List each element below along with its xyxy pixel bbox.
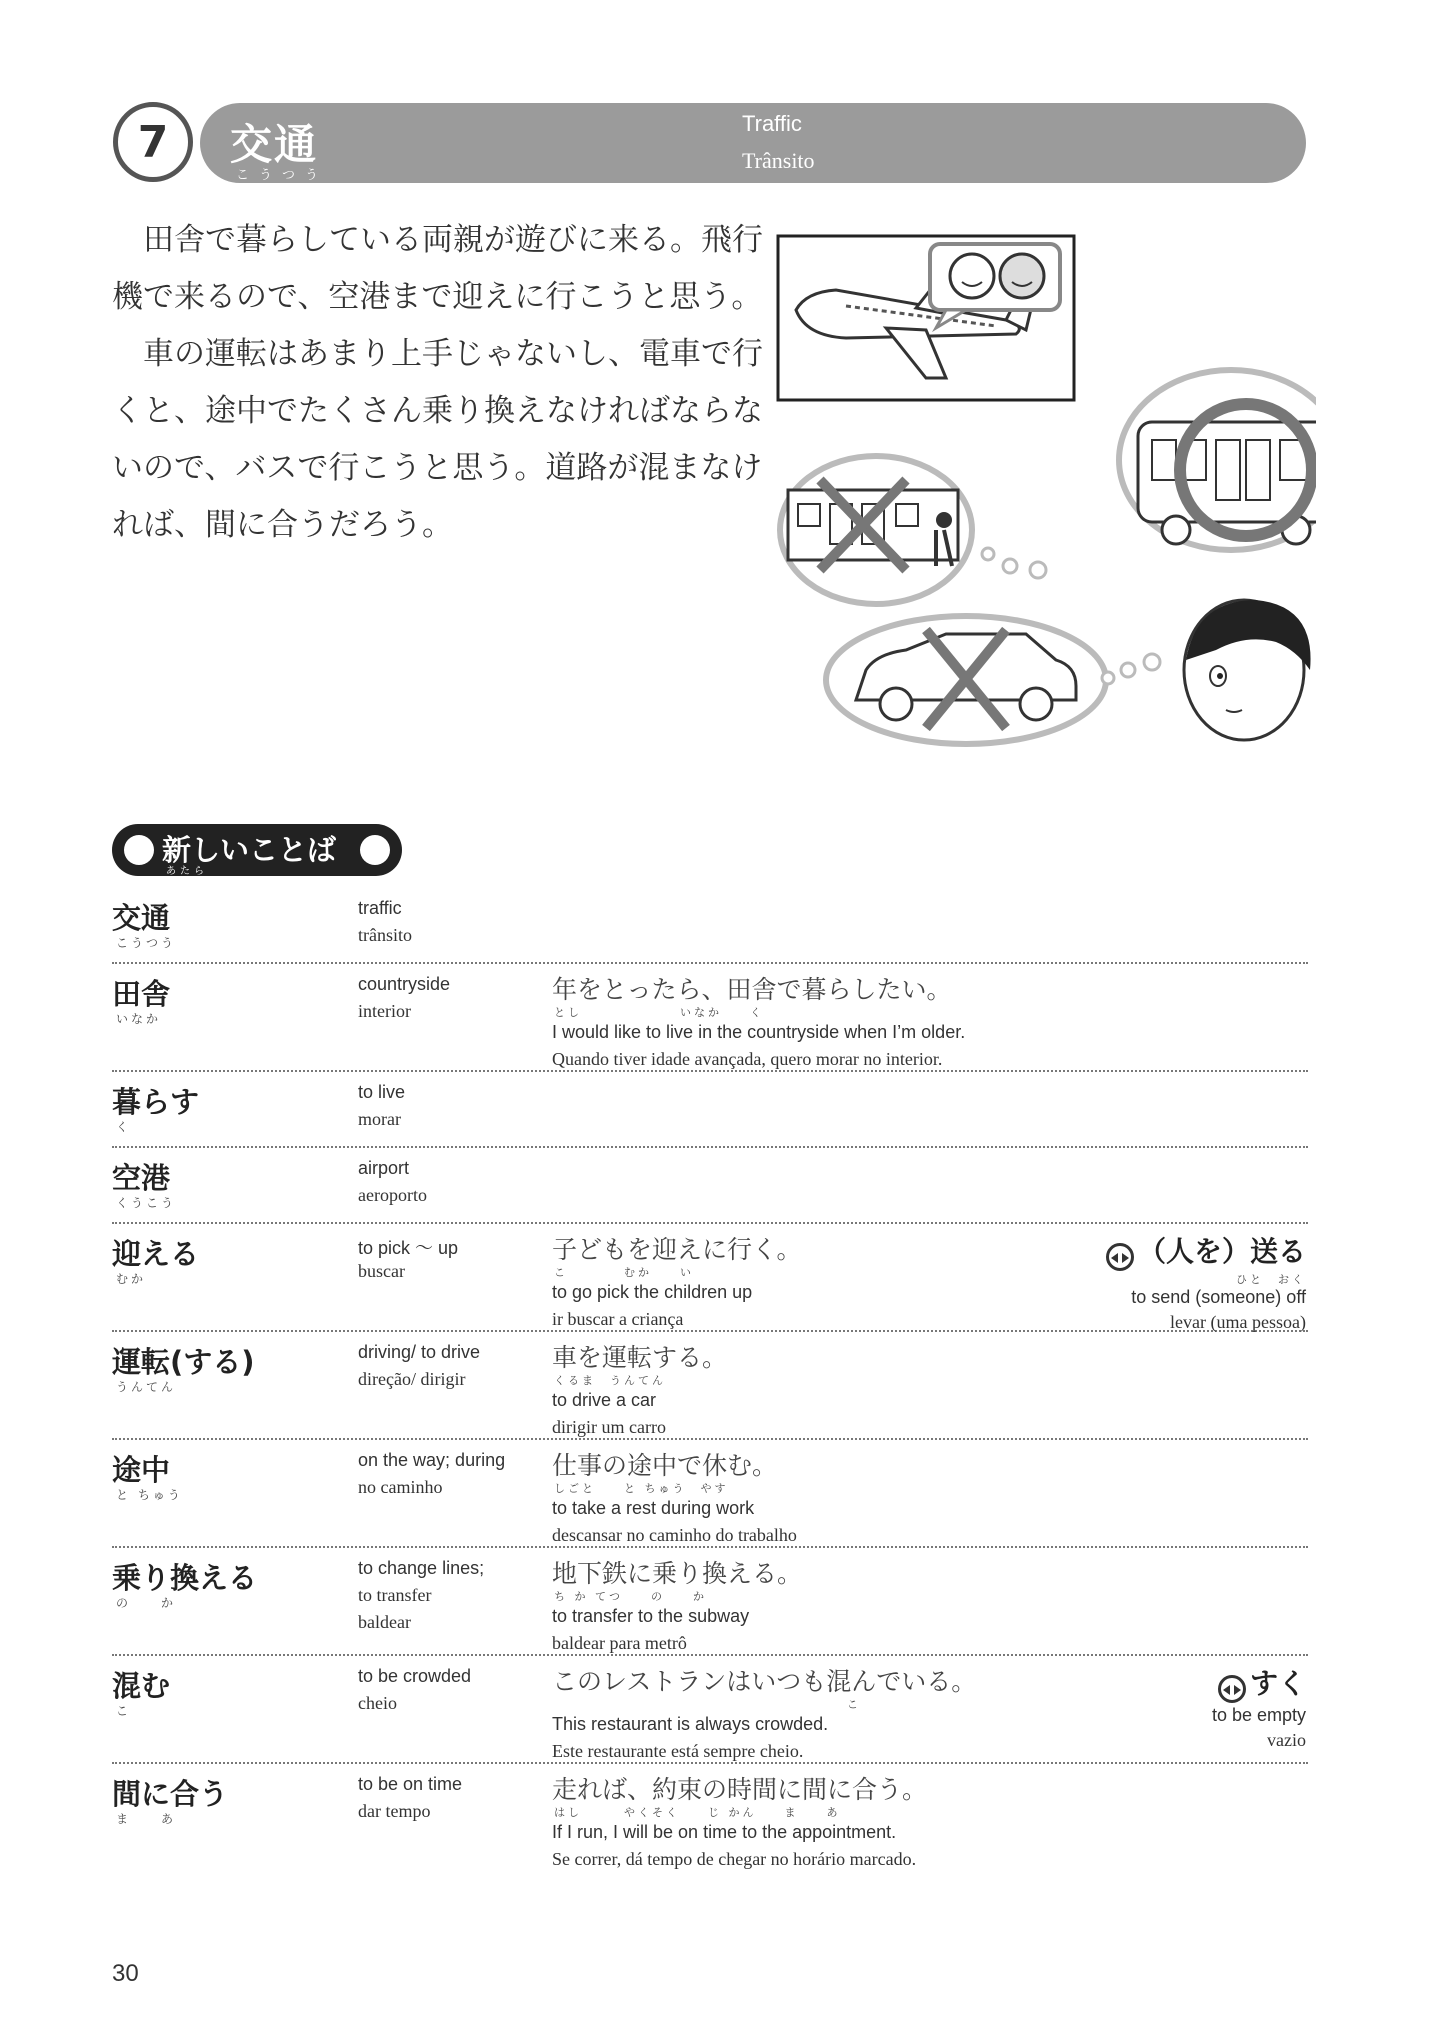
example-japanese: 年をとったら、田舎で暮らしたい。 (552, 975, 952, 1004)
example-japanese: 車を運転する。 (552, 1343, 728, 1372)
meaning-portuguese: baldear (358, 1612, 411, 1632)
example-portuguese: Este restaurante está sempre cheio. (552, 1741, 804, 1761)
vocab-ruby: こうつう (116, 936, 177, 950)
meaning-english: airport (358, 1158, 410, 1178)
reading-passage (112, 222, 763, 564)
passage-line: れば、間に合うだろう。 (112, 507, 453, 543)
meaning-portuguese: aeroporto (358, 1185, 427, 1205)
example-ruby: しごと と ちゅう やす (554, 1482, 729, 1495)
vocab-row (112, 1332, 1308, 1440)
related-word-japanese: （人を）送る (1137, 1235, 1306, 1268)
example-portuguese: baldear para metrô (552, 1633, 687, 1653)
example-portuguese: descansar no caminho do trabalho (552, 1525, 797, 1545)
car-thought (826, 616, 1160, 744)
vocab-word: 田舎 (112, 977, 171, 1011)
related-word (1212, 1662, 1306, 1751)
example-japanese: 走れば、約束の時間に間に合う。 (552, 1775, 928, 1804)
vocab-word: 暮らす (112, 1085, 200, 1119)
example-ruby: こ (847, 1698, 861, 1711)
page-number: 30 (112, 1960, 139, 1987)
antonym-arrows-icon (1106, 1243, 1134, 1271)
vocab-word: 迎える (112, 1237, 200, 1271)
vocab-ruby: く (116, 1120, 132, 1134)
meaning-portuguese: dar tempo (358, 1801, 431, 1821)
vocab-row (112, 964, 1308, 1072)
meaning-portuguese: direção/ dirigir (358, 1369, 466, 1389)
lesson-title-english: Traffic (742, 111, 802, 136)
passage-line: 車の運転はあまり上手じゃないし、電車で行 (143, 336, 763, 372)
passage-line: 機で来るので、空港まで迎えに行こうと思う。 (112, 279, 763, 315)
vocab-word: 乗り換える (112, 1561, 258, 1595)
vocab-ruby: くうこう (116, 1196, 177, 1210)
meaning-english: traffic (358, 898, 402, 918)
vocab-word: 混む (112, 1669, 171, 1703)
meaning-english: countryside (358, 974, 451, 994)
vocab-row (112, 1148, 1308, 1224)
vocabulary-list (112, 888, 1308, 1872)
passage-line: いので、バスで行こうと思う。道路が混まなけ (112, 450, 763, 486)
example-ruby: くるま うんてん (554, 1374, 666, 1387)
vocab-ruby: ま あ (116, 1812, 177, 1826)
lesson-title-japanese: 交通 (230, 120, 319, 169)
meaning-english: driving/ to drive (358, 1342, 481, 1362)
meaning-portuguese: trânsito (358, 925, 412, 945)
meaning-english: to live (358, 1082, 406, 1102)
new-words-ruby: あたら (166, 866, 208, 877)
airplane-panel (778, 236, 1074, 400)
meaning-portuguese: morar (358, 1109, 401, 1129)
train-thought (780, 456, 1046, 604)
example-ruby: はし やくそく じ かん ま あ (554, 1806, 841, 1819)
vocab-ruby: こ (116, 1704, 132, 1718)
meaning-portuguese: no caminho (358, 1477, 443, 1497)
related-word-portuguese: vazio (1267, 1729, 1306, 1750)
lesson-title-ruby: こうつう (236, 168, 329, 183)
meaning-english: to be on time (358, 1774, 463, 1794)
example-portuguese: dirigir um carro (552, 1417, 666, 1437)
example-english: to drive a car (552, 1390, 657, 1410)
example-english: to take a rest during work (552, 1498, 755, 1518)
example-english: This restaurant is always crowded. (552, 1714, 829, 1734)
example-portuguese: Quando tiver idade avançada, quero morar no interior. (552, 1049, 943, 1069)
related-word-english: to send (someone) off (1131, 1286, 1306, 1307)
example-japanese: 仕事の途中で休む。 (552, 1451, 778, 1480)
vocab-row (112, 1548, 1308, 1656)
example-english: If I run, I will be on time to the appointment. (552, 1822, 897, 1842)
example-japanese: 地下鉄に乗り換える。 (552, 1559, 803, 1588)
meaning-english: to change lines; (358, 1558, 485, 1578)
vocab-ruby: の か (116, 1596, 177, 1610)
meaning-english: to be crowded (358, 1666, 472, 1686)
lesson-title-portuguese: Trânsito (742, 148, 815, 173)
bus-thought (1119, 370, 1316, 550)
passage-line: 田舎で暮らしている両親が遊びに来る。飛行 (143, 222, 763, 258)
related-word-english: to be empty (1211, 1704, 1306, 1725)
pill-dot-right (360, 835, 390, 865)
example-japanese: このレストランはいつも混んでいる。 (552, 1667, 977, 1696)
related-word-ruby: ひと おく (1236, 1272, 1306, 1286)
related-word (1106, 1230, 1306, 1333)
example-japanese: 子どもを迎えに行く。 (552, 1235, 802, 1264)
example-portuguese: Se correr, dá tempo de chegar no horário marcado. (552, 1849, 917, 1869)
vocab-row (112, 888, 1308, 964)
meaning-portuguese: interior (358, 1001, 411, 1021)
pill-dot-left (124, 835, 154, 865)
example-ruby: とし いなか く (554, 1006, 764, 1019)
example-english: to transfer to the subway (552, 1606, 750, 1626)
example-english: to go pick the children up (552, 1282, 753, 1302)
new-words-label: 新しいことば (162, 833, 337, 867)
vocab-row (112, 1764, 1308, 1872)
meaning-english-line2: to transfer (358, 1585, 432, 1605)
vocab-row (112, 1656, 1308, 1764)
vocab-ruby: と ちゅう (116, 1488, 183, 1502)
vocab-ruby: うんてん (116, 1380, 177, 1394)
vocab-ruby: むか (116, 1272, 147, 1286)
vocab-row (112, 1440, 1308, 1548)
meaning-portuguese: cheio (358, 1693, 397, 1713)
vocab-word: 交通 (112, 901, 171, 935)
lesson-number: 7 (113, 102, 193, 182)
antonym-arrows-icon (1218, 1675, 1246, 1703)
meaning-english: to pick ～ up (358, 1238, 459, 1258)
passage-line: くと、途中でたくさん乗り換えなければならな (112, 393, 763, 429)
vocab-word: 間に合う (112, 1777, 229, 1811)
vocab-word: 途中 (112, 1453, 171, 1487)
related-word-portuguese: levar (uma pessoa) (1170, 1311, 1306, 1332)
example-english: I would like to live in the countryside when I’m older. (552, 1022, 966, 1042)
meaning-portuguese: buscar (358, 1261, 405, 1281)
example-portuguese: ir buscar a criança (552, 1309, 684, 1329)
vocab-ruby: いなか (116, 1012, 162, 1026)
example-ruby: こ むか い (554, 1266, 694, 1279)
vocab-word: 空港 (112, 1161, 171, 1195)
vocab-row (112, 1224, 1308, 1332)
thinking-person (1184, 600, 1311, 740)
meaning-english: on the way; during (358, 1450, 506, 1470)
vocab-row (112, 1072, 1308, 1148)
vocab-word: 運転(する) (112, 1345, 255, 1379)
related-word-japanese: すく (1249, 1667, 1306, 1700)
example-ruby: ち か てつ の か (554, 1590, 707, 1603)
traffic-illustration (776, 230, 1316, 750)
